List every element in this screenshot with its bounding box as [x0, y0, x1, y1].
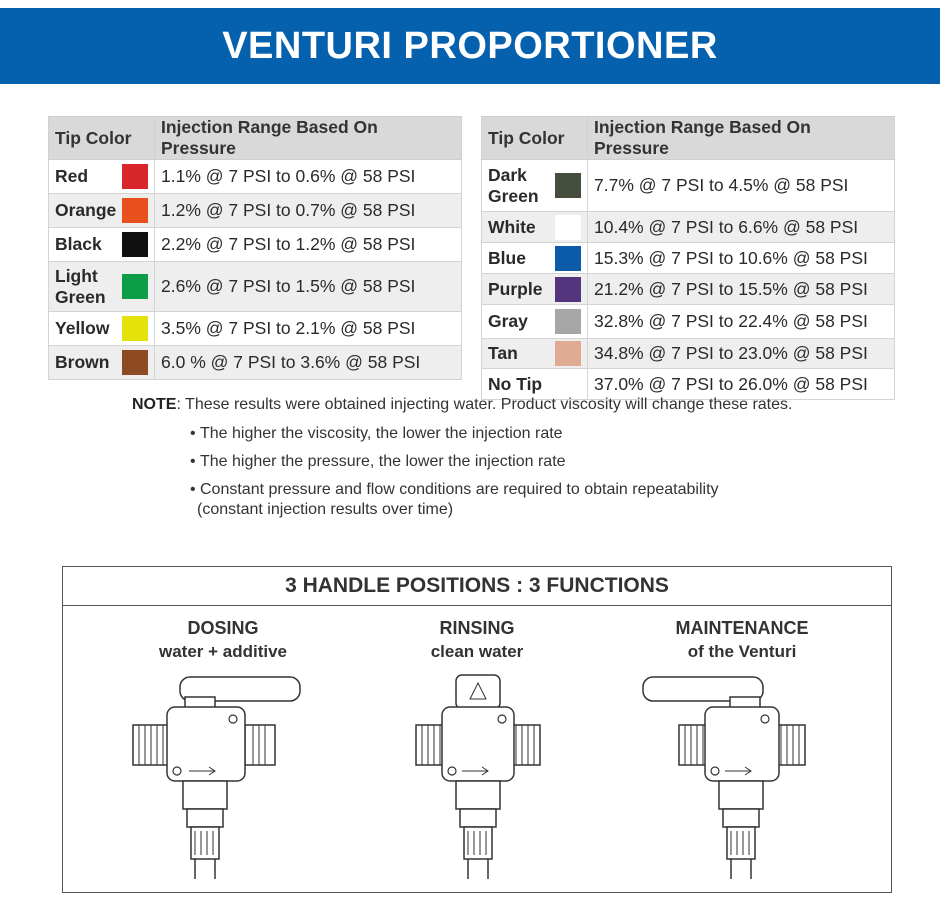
column-header-injection-range: Injection Range Based On Pressure: [155, 117, 462, 160]
note-label: NOTE: [132, 396, 177, 413]
color-swatch-yellow: [122, 316, 148, 341]
table-row: [482, 160, 588, 212]
injection-range: 1.2% @ 7 PSI to 0.7% @ 58 PSI: [155, 194, 462, 228]
note-text: : These results were obtained injecting water. Product viscosity will change these rates.: [176, 396, 793, 413]
table-row: [49, 346, 155, 380]
table-row: [482, 369, 588, 400]
function-dosing: DOSING water + additive: [158, 618, 288, 661]
tip-name: Light Green: [55, 266, 106, 307]
table-row: [482, 305, 588, 339]
tip-name: Red: [55, 166, 89, 187]
tip-name: Tan: [488, 343, 518, 364]
handle-positions-box: [62, 566, 892, 893]
injection-range: 21.2% @ 7 PSI to 15.5% @ 58 PSI: [588, 274, 895, 305]
tip-color-table-left: [48, 116, 462, 380]
table-row: [49, 194, 155, 228]
injection-range: 2.6% @ 7 PSI to 1.5% @ 58 PSI: [155, 262, 462, 312]
page-title: VENTURI PROPORTIONER: [0, 8, 940, 84]
injection-range: 10.4% @ 7 PSI to 6.6% @ 58 PSI: [588, 212, 895, 243]
table-row: [482, 339, 588, 369]
column-header-tip-color: Tip Color: [482, 117, 588, 160]
tip-name: Dark Green: [488, 165, 539, 206]
color-swatch-black: [122, 232, 148, 257]
valve-maintenance-illustration: [635, 667, 825, 882]
tip-name: No Tip: [488, 373, 543, 394]
injection-range: 7.7% @ 7 PSI to 4.5% @ 58 PSI: [588, 160, 895, 212]
injection-range: 6.0 % @ 7 PSI to 3.6% @ 58 PSI: [155, 346, 462, 380]
table-row: [49, 160, 155, 194]
color-swatch-white: [555, 215, 581, 240]
color-swatch-light-green: [122, 274, 148, 299]
valve-handle: [456, 675, 500, 709]
color-swatch-purple: [555, 277, 581, 302]
table-row: [482, 243, 588, 274]
color-swatch-dark-green: [555, 173, 581, 198]
table-row: [49, 312, 155, 346]
table-row: [49, 228, 155, 262]
color-swatch-tan: [555, 341, 581, 366]
tip-name: Orange: [55, 200, 117, 221]
list-item: • Constant pressure and flow conditions are required to obtain repeatability (constant injection results over time): [190, 481, 719, 518]
tip-name: Gray: [488, 311, 528, 332]
table-row: [482, 212, 588, 243]
column-header-injection-range: Injection Range Based On Pressure: [588, 117, 895, 160]
color-swatch-blue: [555, 246, 581, 271]
table-row: [49, 262, 155, 312]
table-row: [482, 274, 588, 305]
color-swatch-gray: [555, 309, 581, 334]
injection-range: 37.0% @ 7 PSI to 26.0% @ 58 PSI: [588, 369, 895, 400]
valve-dosing-illustration: [125, 667, 315, 882]
tip-name: Blue: [488, 247, 526, 268]
injection-range: 34.8% @ 7 PSI to 23.0% @ 58 PSI: [588, 339, 895, 369]
injection-range: 3.5% @ 7 PSI to 2.1% @ 58 PSI: [155, 312, 462, 346]
note: [132, 396, 792, 414]
valve-thread-right: [245, 725, 275, 765]
note-bullets: [190, 424, 719, 520]
tip-name: White: [488, 216, 536, 237]
injection-range: 15.3% @ 7 PSI to 10.6% @ 58 PSI: [588, 243, 895, 274]
color-swatch-orange: [122, 198, 148, 223]
injection-range: 1.1% @ 7 PSI to 0.6% @ 58 PSI: [155, 160, 462, 194]
tip-color-table-right: [481, 116, 895, 400]
column-header-tip-color: Tip Color: [49, 117, 155, 160]
bullet-continuation: (constant injection results over time): [197, 501, 454, 518]
tip-name: Purple: [488, 278, 543, 299]
valve-rinsing-illustration: [408, 667, 548, 882]
tip-name: Black: [55, 234, 102, 255]
injection-range: 32.8% @ 7 PSI to 22.4% @ 58 PSI: [588, 305, 895, 339]
box-title: 3 HANDLE POSITIONS : 3 FUNCTIONS: [63, 567, 891, 606]
color-swatch-brown: [122, 350, 148, 375]
function-maintenance: MAINTENANCE of the Venturi: [675, 618, 809, 661]
tip-name: Brown: [55, 352, 110, 373]
list-item: • The higher the pressure, the lower the injection rate: [190, 453, 566, 470]
tip-name: Yellow: [55, 318, 110, 339]
color-swatch-red: [122, 164, 148, 189]
function-rinsing: RINSING clean water: [430, 618, 524, 661]
list-item: • The higher the viscosity, the lower the injection rate: [190, 425, 563, 442]
injection-range: 2.2% @ 7 PSI to 1.2% @ 58 PSI: [155, 228, 462, 262]
